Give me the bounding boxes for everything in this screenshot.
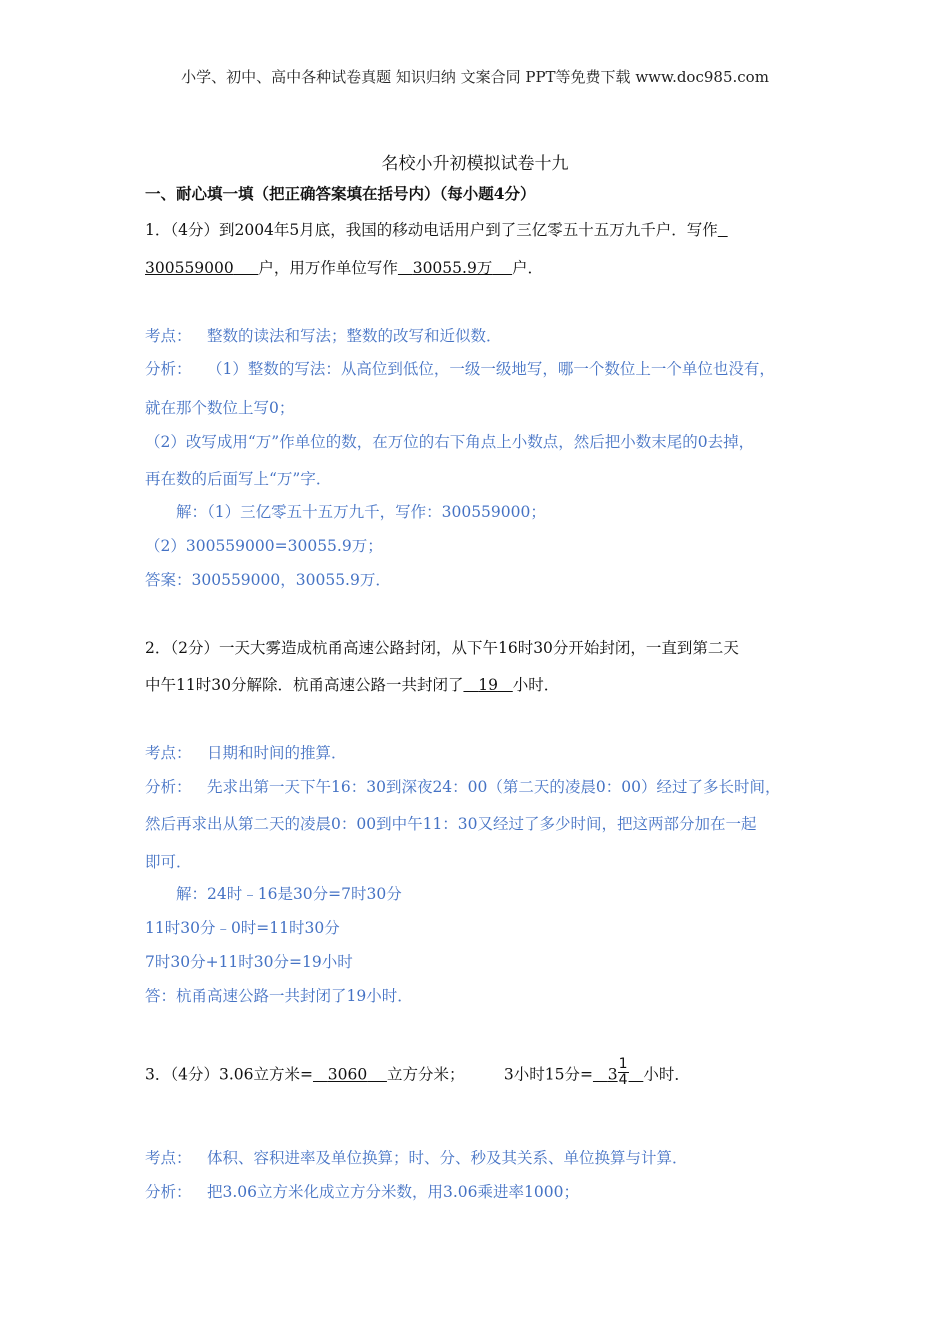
q1-answer-blank-b: 30055.9万 [412, 259, 493, 277]
q1-solution-2: （2）300559000=30055.9万； [145, 537, 383, 555]
q1-answer: 答案：300559000，30055.9万． [145, 571, 391, 589]
q2-solution-3: 7时30分+11时30分=19小时 [145, 953, 353, 971]
q3-kaodian: 考点： 体积、容积进率及单位换算；时、分、秒及其关系、单位换算与计算． [145, 1149, 688, 1167]
q2-solution-2: 11时30分﹣0时=11时30分 [145, 919, 340, 937]
q3-fenxi-1: 分析： 把3.06立方米化成立方分米数，用3.06乘进率1000； [145, 1183, 579, 1201]
q2-line2: 中午11时30分解除．杭甬高速公路一共封闭了 19 小时． [145, 676, 560, 694]
q1-fenxi-2: 就在那个数位上写0； [145, 399, 295, 417]
q1-answer-blank-a: 300559000 [145, 259, 234, 277]
q1-fenxi-4: 再在数的后面写上“万”字． [145, 470, 332, 488]
q1-solution-1: 解：（1）三亿零五十五万九千，写作：300559000； [176, 503, 546, 521]
q3-answer-fraction: $\frac{1}{4}$ [618, 1056, 628, 1088]
q3-line1: 3．（4分）3.06立方米= 3060 立方分米； 3小时15分= 3 $\frac{1}{4}$ 小时． [145, 1056, 690, 1088]
q2-kaodian: 考点： 日期和时间的推算． [145, 744, 347, 762]
q2-answer-blank: 19 [478, 676, 498, 694]
q2-line1: 2．（2分）一天大雾造成杭甬高速公路封闭，从下午16时30分开始封闭，一直到第二天 [145, 639, 739, 657]
section-heading: 一、耐心填一填（把正确答案填在括号内）（每小题4分） [145, 184, 536, 203]
q1-line2: 300559000 户，用万作单位写作 30055.9万 户． [145, 259, 544, 277]
q2-solution-1: 解：24时﹣16是30分=7时30分 [176, 885, 402, 903]
page-title: 名校小升初模拟试卷十九 [381, 154, 569, 174]
q2-fenxi-2: 然后再求出从第二天的凌晨0：00到中午11：30又经过了多少时间，把这两部分加在一起 [145, 815, 757, 833]
q2-answer: 答：杭甬高速公路一共封闭了19小时． [145, 987, 413, 1005]
page-header: 小学、初中、高中各种试卷真题 知识归纳 文案合同 PPT等免费下载 www.doc985.com [181, 68, 769, 86]
q2-fenxi-3: 即可． [145, 853, 192, 871]
q1-line1: 1．（4分）到2004年5月底，我国的移动电话用户到了三亿零五十五万九千户．写作 [145, 221, 718, 239]
q1-kaodian: 考点： 整数的读法和写法；整数的改写和近似数． [145, 327, 502, 345]
q3-answer-blank-a: 3060 [327, 1065, 368, 1084]
q1-fenxi-3: （2）改写成用“万”作单位的数，在万位的右下角点上小数点，然后把小数末尾的0去掉， [145, 433, 755, 451]
q2-fenxi-1: 分析： 先求出第一天下午16：30到深夜24：00（第二天的凌晨0：00）经过了多长时间， [145, 778, 781, 796]
q1-fenxi-1: 分析： （1）整数的写法：从高位到低位，一级一级地写，哪一个数位上一个单位也没有， [145, 360, 775, 378]
q3-answer-blank-b: 3 [607, 1065, 618, 1084]
